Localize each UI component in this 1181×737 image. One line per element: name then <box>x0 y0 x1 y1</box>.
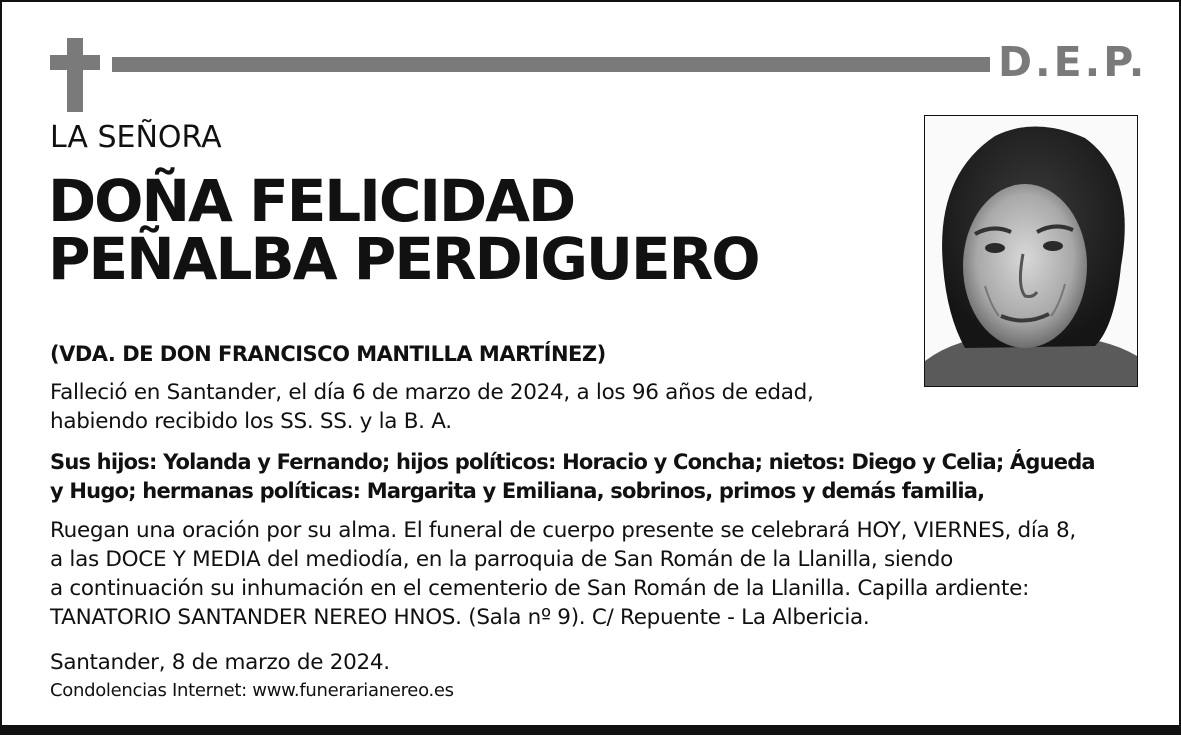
place-date: Santander, 8 de marzo de 2024. <box>50 650 390 675</box>
widow-of: (VDA. DE DON FRANCISCO MANTILLA MARTÍNEZ) <box>50 342 606 366</box>
deceased-portrait <box>924 115 1138 387</box>
death-line: Falleció en Santander, el día 6 de marzo de 2024, a los 96 años de edad, <box>50 380 814 405</box>
death-line: habiendo recibido los SS. SS. y la B. A. <box>50 409 452 434</box>
dep-label: D.E.P. <box>998 38 1148 86</box>
service-line: Ruegan una oración por su alma. El funeral de cuerpo presente se celebrará HOY, VIERNES, día 8, <box>50 518 1076 543</box>
deceased-title: LA SEÑORA <box>50 120 222 155</box>
cross-icon <box>50 38 100 112</box>
header-rule <box>112 57 990 72</box>
deceased-name-line1: DOÑA FELICIDAD <box>48 167 575 235</box>
condolences-link[interactable]: Condolencias Internet: www.funerarianereo.es <box>50 680 454 701</box>
deceased-name-line2: PEÑALBA PERDIGUERO <box>48 225 759 293</box>
service-line: TANATORIO SANTANDER NEREO HNOS. (Sala nº 9). C/ Repuente - La Albericia. <box>50 605 870 630</box>
family-list <box>50 448 1095 506</box>
service-line: a continuación su inhumación en el cementerio de San Román de la Llanilla. Capilla ardiente: <box>50 576 1030 601</box>
family-line: Sus hijos: Yolanda y Fernando; hijos políticos: Horacio y Concha; nietos: Diego y Celia; Águeda <box>50 450 1095 474</box>
service-line: a las DOCE Y MEDIA del mediodía, en la parroquia de San Román de la Llanilla, siendo <box>50 547 954 572</box>
death-announcement <box>50 378 814 436</box>
family-line: y Hugo; hermanas políticas: Margarita y Emiliana, sobrinos, primos y demás familia, <box>50 479 985 503</box>
service-details <box>50 516 1076 632</box>
